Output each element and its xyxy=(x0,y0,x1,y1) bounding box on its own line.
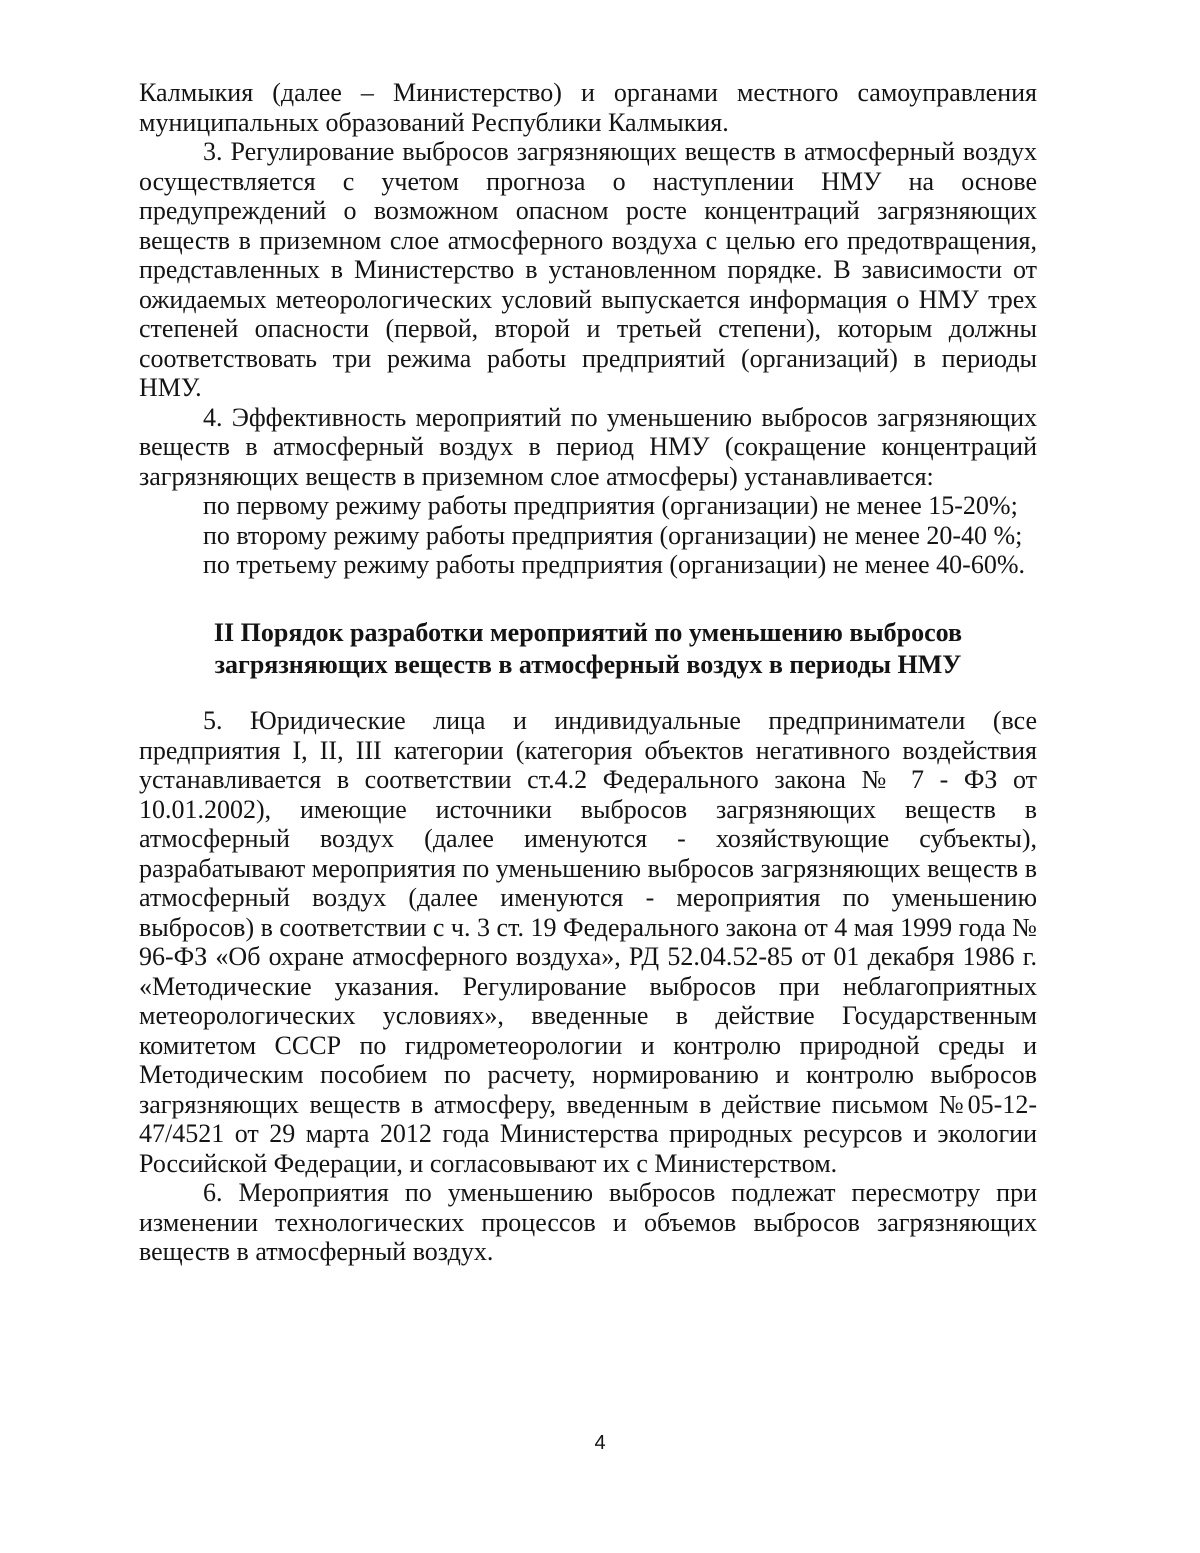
body-text-bottom xyxy=(139,706,1037,1267)
list-item-mode-1: по первому режиму работы предприятия (организации) не менее 15-20%; xyxy=(203,491,1018,520)
paragraph-5: 5. Юридические лица и индивидуальные предприниматели (все предприятия I, II, III категории (категория объектов негативного воздействия устанавливается в соответствии ст.4.2 Федерального закона № 7 - ФЗ от 10.01.2002), имеющие источники выбросов загрязняющих веществ в атмосферный воздух (далее именуются - хозяйствующие субъекты), разрабатывают мероприятия по уменьшению выбросов загрязняющих веществ в атмосферный воздух (далее именуются - мероприятия по уменьшению выбросов) в соответствии с ч. 3 ст. 19 Федерального закона от 4 мая 1999 года № 96-ФЗ «Об охране атмосферного воздуха», РД 52.04.52-85 от 01 декабря 1986 г. «Методические указания. Регулирование выбросов при неблагоприятных метеорологических условиях», введенные в действие Государственным комитетом СССР по гидрометеорологии и контролю природной среды и Методическим пособием по расчету, нормированию и контролю выбросов загрязняющих веществ в атмосферу, введенным в действие письмом №05-12-47/4521 от 29 марта 2012 года Министерства природных ресурсов и экологии Российской Федерации, и согласовывают их с Министерством. xyxy=(139,706,1037,1178)
paragraph-4: 4. Эффективность мероприятий по уменьшению выбросов загрязняющих веществ в атмосферный воздух в период НМУ (сокращение концентраций загрязняющих веществ в приземном слое атмосферы) устанавливается: xyxy=(139,402,1037,491)
paragraph-continuation: Калмыкия (далее – Министерство) и органами местного самоуправления муниципальных образований Республики Калмыкия. xyxy=(139,78,1037,137)
section-heading xyxy=(139,617,1037,681)
list-item-mode-2: по второму режиму работы предприятия (организации) не менее 20-40 %; xyxy=(203,520,1023,550)
page-number: 4 xyxy=(594,1432,606,1454)
list-item-mode-3: по третьему режиму работы предприятия (организации) не менее 40-60%. xyxy=(203,550,1025,579)
section-heading-line-2: загрязняющих веществ в атмосферный воздух в периоды НМУ xyxy=(214,650,962,679)
body-text-top xyxy=(139,78,1037,580)
section-heading-line-1: II Порядок разработки мероприятий по уменьшению выбросов xyxy=(213,618,963,647)
paragraph-3: 3. Регулирование выбросов загрязняющих веществ в атмосферный воздух осуществляется с учетом прогноза о наступлении НМУ на основе предупреждений о возможном опасном росте концентраций загрязняющих веществ в приземном слое атмосферного воздуха с целью его предотвращения, представленных в Министерство в установленном порядке. В зависимости от ожидаемых метеорологических условий выпускается информация о НМУ трех степеней опасности (первой, второй и третьей степени), которым должны соответствовать три режима работы предприятий (организаций) в периоды НМУ. xyxy=(139,137,1037,402)
paragraph-6: 6. Мероприятия по уменьшению выбросов подлежат пересмотру при изменении технологических процессов и объемов выбросов загрязняющих веществ в атмосферный воздух. xyxy=(139,1178,1037,1266)
